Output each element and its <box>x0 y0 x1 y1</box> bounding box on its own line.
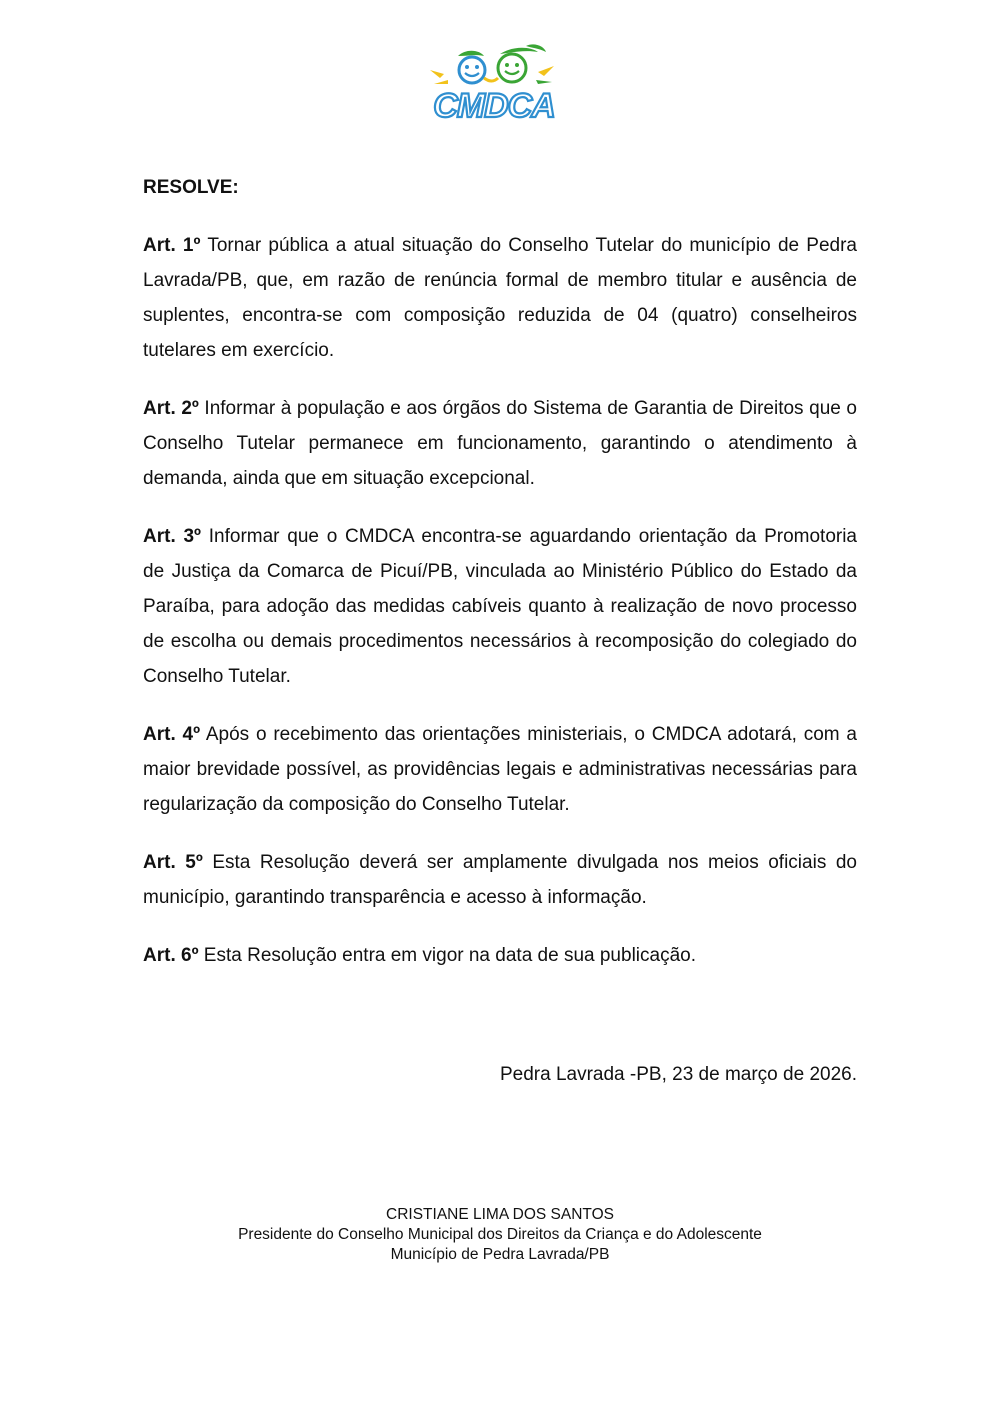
signatory-municipality: Município de Pedra Lavrada/PB <box>390 1246 610 1263</box>
svg-text:CMDCA: CMDCA <box>433 87 555 124</box>
article-text: Informar que o CMDCA encontra-se aguardando orientação da Promotoria de Justiça da Comarca de Picuí/PB, vinculada ao Ministério Público do Estado da Paraíba, para adoção das medidas cabíveis quanto à realização de novo processo de escolha ou demais procedimentos necessários à recomposição do colegiado do Conselho Tutelar. <box>143 526 858 687</box>
article-text: Tornar pública a atual situação do Conselho Tutelar do município de Pedra Lavrada/PB, que, em razão de renúncia formal de membro titular e ausência de suplentes, encontra-se com composição reduzida de 04 (quatro) conselheiros tutelares em exercício. <box>143 235 857 361</box>
article-text: Esta Resolução entra em vigor na data de sua publicação. <box>203 945 696 966</box>
article-number: Art. 4º <box>143 724 201 745</box>
article-text: Após o recebimento das orientações ministeriais, o CMDCA adotará, com a maior brevidade possível, as providências legais e administrativas necessárias para regularização da composição do Conselho Tutelar. <box>143 724 857 815</box>
article-text: Informar à população e aos órgãos do Sistema de Garantia de Direitos que o Conselho Tutelar permanece em funcionamento, garantindo o atendimento à demanda, ainda que em situação excepcional. <box>143 398 857 489</box>
article-1 <box>143 228 857 368</box>
article-number: Art. 1º <box>143 235 201 256</box>
resolve-heading: RESOLVE: <box>143 177 239 198</box>
article-number: Art. 3º <box>143 526 201 547</box>
resolution-body <box>143 170 857 996</box>
article-number: Art. 2º <box>143 398 199 419</box>
article-4 <box>143 717 857 822</box>
signatory-title: Presidente do Conselho Municipal dos Direitos da Criança e do Adolescente <box>238 1226 762 1243</box>
date-line: Pedra Lavrada -PB, 23 de março de 2026. <box>499 1064 857 1085</box>
article-3 <box>143 519 857 694</box>
article-number: Art. 5º <box>143 852 203 873</box>
article-text: Esta Resolução deverá ser amplamente divulgada nos meios oficiais do município, garantindo transparência e acesso à informação. <box>143 852 858 908</box>
signatory-name: CRISTIANE LIMA DOS SANTOS <box>386 1206 614 1223</box>
article-number: Art. 6º <box>143 945 199 966</box>
signature-block <box>0 1205 1000 1265</box>
article-2 <box>143 391 857 496</box>
article-5 <box>143 845 857 915</box>
cmdca-logo-text <box>426 84 562 124</box>
cmdca-logo <box>426 44 562 124</box>
article-6 <box>143 938 857 973</box>
